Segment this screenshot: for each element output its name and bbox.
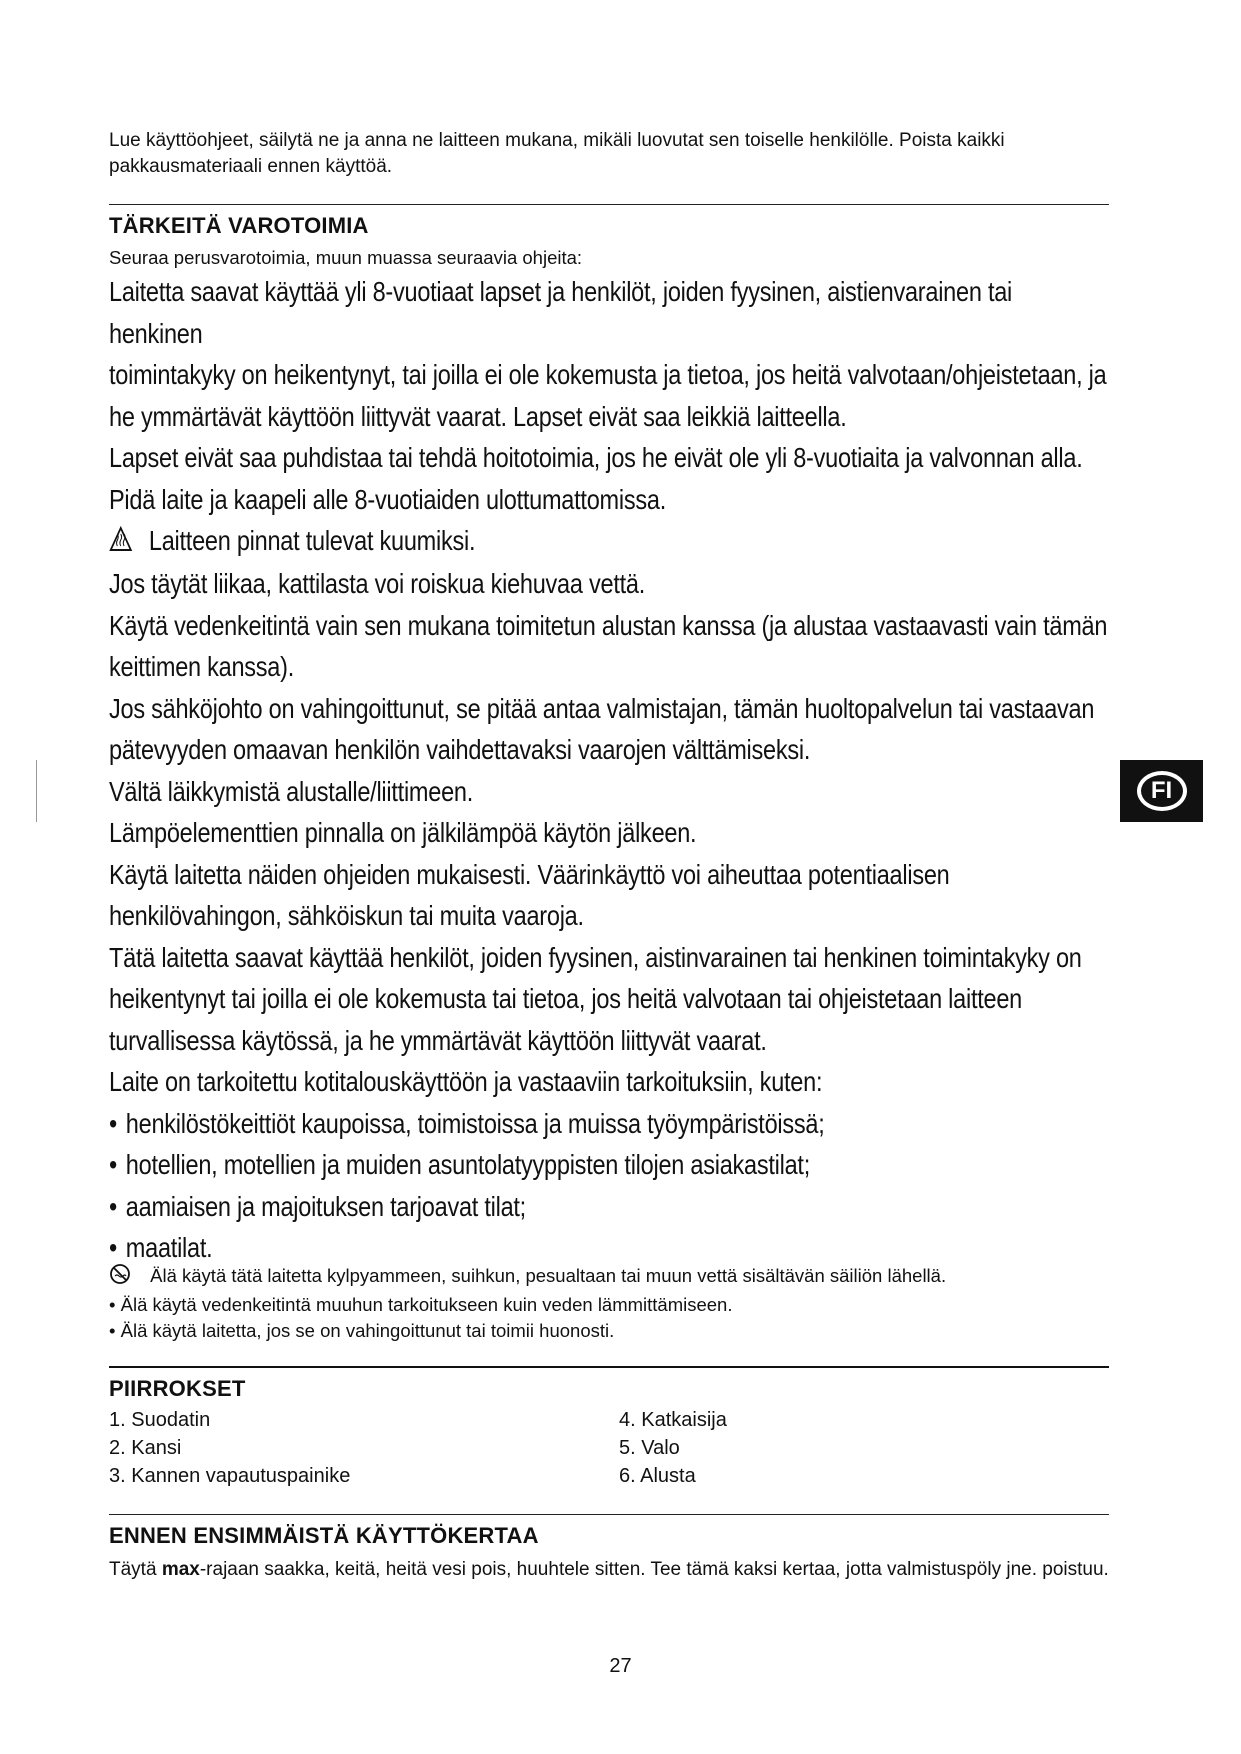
safety-line: he ymmärtävät käyttöön liittyvät vaarat. Lapset eivät saa leikkiä laitteella. [109,400,847,432]
small-bullet-text: Älä käytä vedenkeitintä muuhun tarkoitukseen kuin veden lämmittämiseen. [120,1293,733,1315]
safety-line: Tätä laitetta saavat käyttää henkilöt, joiden fyysinen, aistinvarainen tai henkinen toimintakyky on [109,941,1082,973]
use-item: • aamiaisen ja majoituksen tarjoavat tilat; [109,1186,1109,1228]
language-badge [1120,760,1203,822]
first-use-text-bold: max [161,1558,200,1580]
safety-heading: TÄRKEITÄ VAROTOIMIA [109,213,369,238]
drawing-item [619,1406,1109,1434]
safety-line: Vältä läikkymistä alustalle/liittimeen. [109,775,474,807]
drawings-heading: PIIRROKSET [109,1375,246,1401]
page-content [109,128,1109,1583]
safety-line: toimintakyky on heikentynyt, tai joilla ei ole kokemusta ja tietoa, jos heitä valvotaan/ohjeistetaan, ja [109,359,1107,390]
safety-line: pätevyyden omaavan henkilön vaihdettavaksi vaarojen välttämiseksi. [109,734,811,766]
safety-line: Pidä laite ja kaapeli alle 8-vuotiaiden ulottumattomissa. [109,483,666,515]
drawing-item-label: Suodatin [131,1408,211,1431]
small-bullet: • Älä käytä vedenkeitintä muuhun tarkoitukseen kuin veden lämmittämiseen. [109,1293,733,1315]
first-use-text [109,1557,1109,1583]
water-warning-text: Älä käytä tätä laitetta kylpyammeen, suihkun, pesualtaan tai muun vettä sisältävän säiliön lähellä. [150,1265,947,1287]
margin-mark [36,760,37,822]
drawing-item-number: 4. [619,1408,636,1431]
drawing-item [619,1462,1109,1490]
safety-line: Lapset eivät saa puhdistaa tai tehdä hoitotoimia, jos he eivät ole yli 8-vuotiaita ja valvonnan alla. [109,442,1083,473]
small-bullet-text: Älä käytä laitetta, jos se on vahingoittunut tai toimii huonosti. [120,1319,615,1341]
drawing-item-number: 3. [109,1464,126,1487]
drawing-item-label: Alusta [640,1464,696,1487]
safety-line: Käytä vedenkeitintä vain sen mukana toimitetun alustan kanssa (ja alustaa vastaavasti vain tämän [109,609,1108,641]
safety-line: Jos täytät liikaa, kattilasta voi roiskua kiehuvaa vettä. [109,568,646,600]
hot-surface-text: Laitteen pinnat tulevat kuumiksi. [148,525,476,556]
safety-line: henkilövahingon, sähköiskun tai muita vaaroja. [109,900,584,932]
drawing-item-number: 5. [619,1436,636,1459]
first-use-text-pre: Täytä [109,1558,162,1580]
use-item: • henkilöstökeittiöt kaupoissa, toimistoissa ja muissa työympäristöissä; [109,1103,1109,1145]
safety-line: Jos sähköjohto on vahingoittunut, se pitää antaa valmistajan, tämän huoltopalvelun tai vastaavan [109,692,1095,724]
page-number: 27 [609,1655,632,1677]
safety-line: heikentynyt tai joilla ei ole kokemusta tai tietoa, jos heitä valvotaan tai ohjeistetaan laitteen [109,983,1023,1015]
first-use-text-post: -rajaan saakka, keitä, heitä vesi pois, huuhtele sitten. Tee tämä kaksi kertaa, jotta valmistuspöly jne. poistuu. [199,1558,1109,1580]
drawings-list [109,1406,1109,1490]
drawing-item [109,1434,619,1462]
drawing-item-label: Kannen vapautuspainike [131,1464,351,1487]
small-bullet: • Älä käytä laitetta, jos se on vahingoittunut tai toimii huonosti. [109,1319,615,1341]
safety-subheading: Seuraa perusvarotoimia, muun muassa seuraavia ohjeita: [109,247,583,268]
drawing-item-label: Katkaisija [641,1408,727,1431]
section-divider [109,204,1109,205]
first-use-heading: ENNEN ENSIMMÄISTÄ KÄYTTÖKERTAA [109,1522,539,1548]
safety-list [109,271,1109,1269]
drawing-item-label: Valo [641,1436,680,1459]
safety-line: Laite on tarkoitettu kotitalouskäyttöön ja vastaaviin tarkoituksiin, kuten: [109,1066,823,1098]
safety-line: keittimen kanssa). [109,651,295,683]
section-divider [109,1366,1109,1368]
hot-surface-icon [109,522,133,564]
safety-line: Laitetta saavat käyttää yli 8-vuotiaat lapset ja henkilöt, joiden fyysinen, aistienvarainen tai henkinen [109,276,1013,349]
drawing-item [109,1462,619,1490]
section-divider [109,1514,1109,1515]
language-badge-label: FI [1137,771,1187,811]
drawing-item-number: 2. [109,1436,126,1459]
safety-line: turvallisessa käytössä, ja he ymmärtävät käyttöön liittyvät vaarat. [109,1024,767,1056]
safety-line: Lämpöelementtien pinnalla on jälkilämpöä käytön jälkeen. [109,817,697,849]
drawing-item-label: Kansi [131,1436,182,1459]
drawing-item-number: 6. [619,1464,636,1487]
intro-text: Lue käyttöohjeet, säilytä ne ja anna ne laitteen mukana, mikäli luovutat sen toiselle henkilölle. Poista kaikki pakkausmateriaali ennen käyttöä. [109,130,1005,177]
drawing-item [619,1434,1109,1462]
use-item: • hotellien, motellien ja muiden asuntolatyyppisten tilojen asiakastilat; [109,1144,1109,1186]
drawing-item-number: 1. [109,1408,126,1431]
use-item: • maatilat. [109,1227,1109,1269]
hot-surface-warning [109,520,1109,563]
safety-line: Käytä laitetta näiden ohjeiden mukaisesti. Väärinkäyttö voi aiheuttaa potentiaalisen [109,858,950,890]
drawing-item [109,1406,619,1434]
